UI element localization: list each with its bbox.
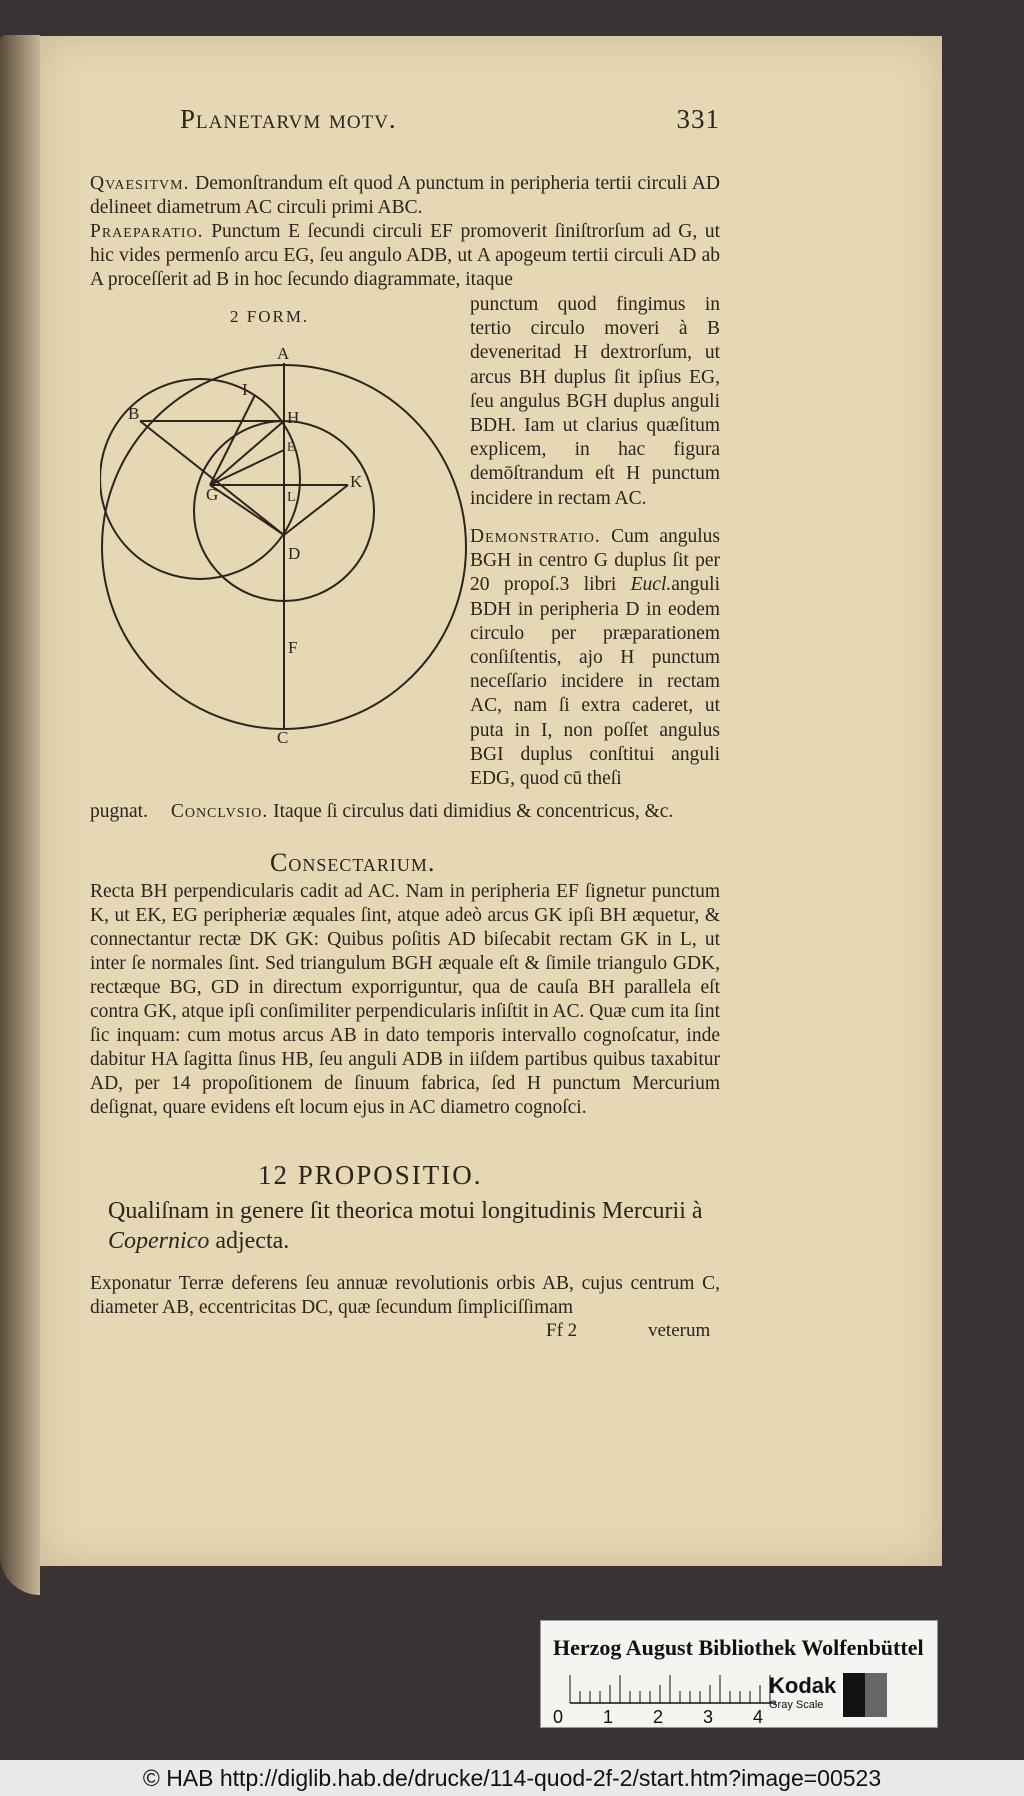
library-name: Herzog August Bibliothek Wolfenbüttel <box>553 1635 924 1660</box>
kodak-logo: Kodak <box>769 1673 837 1698</box>
color-calibration-card <box>540 1620 938 1728</box>
scale-3: 3 <box>703 1707 714 1727</box>
line-ge <box>210 450 284 485</box>
praeparatio-continued: punctum quod fingimus in tertio circulo moveri à B deveneritad H dextrorſum, ut arcus BH duplus ſit ipſius EG, ſeu angulus BGH duplus anguli BDH. Iam ut clarius quæſitum explicem, in hac figura demōſtrandum eſt H punctum incidere in rectam AC. <box>470 294 720 509</box>
question-copernico: Copernico <box>108 1228 210 1254</box>
demonstratio-text-a: Cum angulus BGH in centro G duplus ſit per 20 propoſ.3 libri <box>470 526 720 596</box>
line-bd <box>140 421 284 535</box>
proposition-question <box>108 1196 720 1256</box>
conclusio-paragraph <box>90 800 720 824</box>
label-e: E <box>287 439 295 454</box>
signature-mark: Ff 2 <box>546 1320 578 1341</box>
conclusio-pugnat: pugnat. <box>90 801 148 822</box>
consectarium-title: Consectarium. <box>270 848 436 877</box>
catchword: veterum <box>648 1320 711 1341</box>
label-h: H <box>287 408 300 427</box>
form-label: 2 FORM. <box>230 307 310 326</box>
label-i: I <box>242 380 248 399</box>
scale-4: 4 <box>753 1707 764 1727</box>
question-text-a: Qualiſnam in genere ſit theorica motui longitudinis Mercurii à <box>108 1198 703 1224</box>
black-patch <box>843 1673 865 1717</box>
praeparatio-label: Praeparatio. <box>90 221 204 242</box>
label-f: F <box>288 638 298 657</box>
ruler-scale <box>553 1667 793 1705</box>
scale-0: 0 <box>553 1707 564 1727</box>
gray-scale-label: Gray Scale <box>769 1699 824 1711</box>
label-b: B <box>128 404 140 423</box>
quaesitum-text: Demonſtrandum eſt quod A punctum in peripheria tertii circuli AD delineet diametrum AC circuli primi ABC. <box>90 173 721 219</box>
consectarium-paragraph: Recta BH perpendicularis cadit ad AC. Nam in peripheria EF ſignetur punctum K, ut EK, EG peripheriæ æquales ſint, atque adeò arcus GK ipſi BH æquetur, & connectantur rectæ DK GK: Quibus poſitis AD biſecabit rectam GK in L, ut inter ſe normales ſint. Sed triangulum BGH æquale eſt & ſimile triangulo GDK, rectæque BG, GD in directum exporriguntur, qua de cauſa BH parallela eſt contra GK, atque ipſi conſimiliter perpendicularis inſiſtit in AC. Quæ cum ita ſint ſic inquam: cum motus arcus AB in dato temporis intervallo cognoſcatur, inde dabitur HA ſagitta ſinus HB, ſeu anguli ADB in iiſdem partibus quibus taxabitur AD, per 14 propoſitionem de ſinuum fabrica, ſed H punctum Mercurium deſignat, quare evidens eſt locum ejus in AC diametro cognoſci. <box>90 881 720 1118</box>
page-number: 331 <box>676 104 720 134</box>
line-gi <box>210 395 255 485</box>
label-k: K <box>350 472 363 491</box>
scale-1: 1 <box>603 1707 614 1727</box>
line-gd <box>210 485 284 535</box>
label-g: G <box>206 485 219 504</box>
line-gh <box>210 421 284 485</box>
geometric-diagram <box>100 345 470 745</box>
gray-patch <box>865 1673 887 1717</box>
label-a: A <box>277 345 290 363</box>
running-title: Planetarvm motv. <box>180 104 397 134</box>
question-text-b: adjecta. <box>215 1228 290 1254</box>
facing-page-edge <box>0 35 40 1595</box>
running-header <box>180 104 720 135</box>
demonstratio-text-b: anguli BDH in peripheria D in eodem circulo per præparationem conſiſtentis, ajo H punctum neceſſario incidere in rectam AC, nam ſi extra caderet, ut puta in I, non poſſet angulus BGI duplus conſtitui anguli EDG, quod cū theſi <box>470 574 720 790</box>
label-c: C <box>277 728 289 745</box>
copyright-footer: © HAB http://diglib.hab.de/drucke/114-quod-2f-2/start.htm?image=00523 <box>0 1760 1024 1796</box>
exponatur-paragraph: Exponatur Terræ deferens ſeu annuæ revolutionis orbis AB, cujus centrum C, diameter AB, eccentricitas DC, quæ ſecundum ſimpliciſſimam <box>90 1273 720 1319</box>
quaesitum-paragraph <box>90 172 720 220</box>
conclusio-text: Itaque ſi circulus dati dimidius & concentricus, &c. <box>273 801 674 822</box>
praeparatio-text: Punctum E ſecundi circuli EF promoverit ſiniſtrorſum ad G, ut hic vides permenſo arcu EG, ſeu angulo ADB, ut A apogeum tertii circuli AD ab A proceſſerit ad B in hoc ſecundo diagrammate, itaque <box>90 221 721 291</box>
scale-2: 2 <box>653 1707 664 1727</box>
quaesitum-label: Qvaesitvm. <box>90 173 190 194</box>
label-l: L <box>287 490 296 505</box>
conclusio-label: Conclvsio. <box>170 801 269 822</box>
demonstratio-eucl: Eucl. <box>630 574 672 596</box>
label-d: D <box>288 544 301 563</box>
demonstratio-paragraph <box>470 525 720 791</box>
demonstratio-label: Demonstratio. <box>470 526 601 547</box>
praeparatio-paragraph <box>90 220 720 293</box>
proposition-title: 12 PROPOSITIO. <box>258 1160 483 1190</box>
